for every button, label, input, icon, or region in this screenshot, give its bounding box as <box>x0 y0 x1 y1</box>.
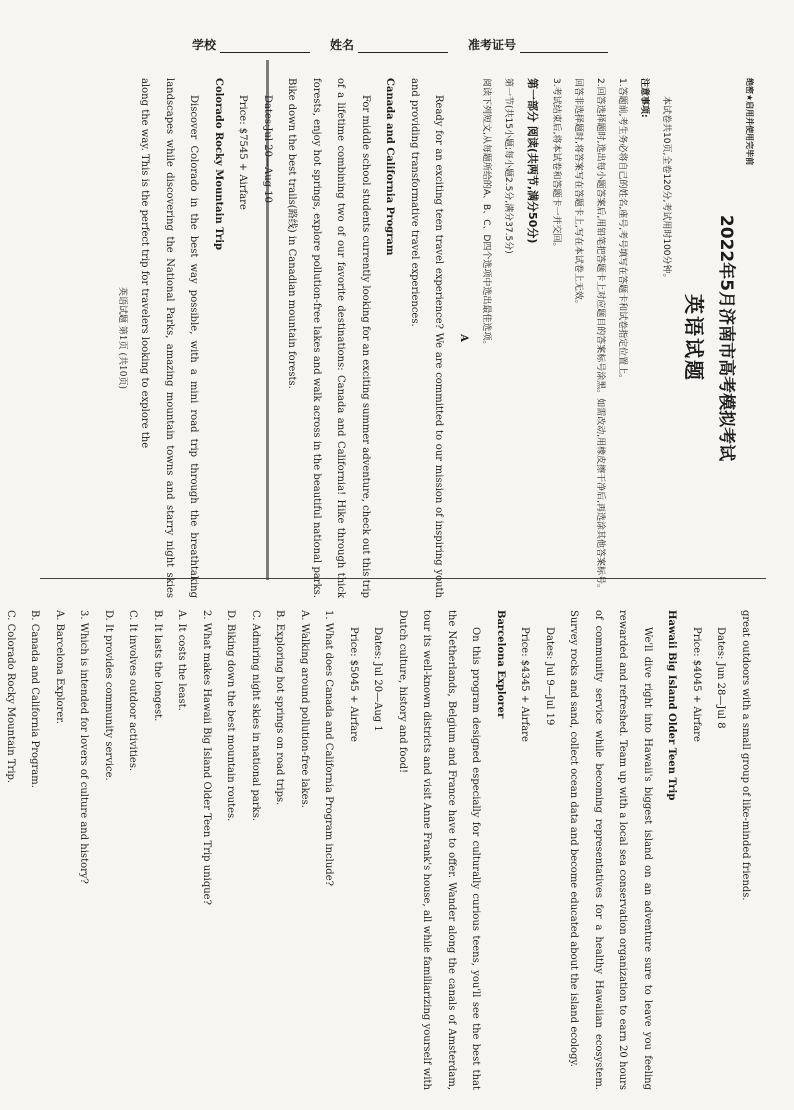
exam-number-field <box>468 36 608 53</box>
part-heading: 第一部分 阅读(共两节,满分50分) <box>526 78 539 244</box>
page-footer: 英语试题 第1页 (共10页) <box>117 287 127 389</box>
program-dates: Dates: Jul 9—Jul 19 <box>544 627 555 726</box>
question-option: B. Canada and California Program. <box>29 610 41 788</box>
question-option: D. Biking down the best mountain routes. <box>225 610 237 822</box>
question-option: C. Admiring night skies in national parks. <box>250 610 261 822</box>
school-label: 学校 <box>192 38 217 52</box>
question-option: B. Exploring hot springs on road trips. <box>274 610 286 806</box>
question-option: A. Walking around pollution-free lakes. <box>299 610 310 808</box>
program-title: Barcelona Explorer <box>495 610 506 719</box>
section-instruction: 阅读下列短文,从每题所给的A、B、C、D四个选项中选出最佳选项。 <box>481 78 491 350</box>
exam-intro: 本试卷共10页,全卷120分,考试用时100分钟。 <box>661 96 671 283</box>
program-price: Price: $4045 + Airfare <box>691 627 702 742</box>
question-option: C. It involves outdoor activities. <box>127 610 139 772</box>
note-item: 1.答题前,考生务必将自己的姓名,座号,考号填写在答题卡和试卷指定位置上。 <box>617 78 627 384</box>
exam-number-blank <box>520 38 608 53</box>
question-option: B. It lasts the longest. <box>152 610 163 722</box>
confidential-label: 绝密★启用并使用完毕前 <box>745 78 754 166</box>
program-description: We'll dive right into Hawaii's biggest island on an adventure sure to leave you feeling rewarded and refreshed. Team up with a local sea conservation organization to earn 20 hours of community service while becoming representatives for a healthy Hawaiian ecosystem. Survey rocks and sand, collect ocean data and become educated about the island ecology. <box>568 610 653 1090</box>
question-stem: 3. Which is intended for lovers of culture and history? <box>78 610 90 884</box>
program-dates: Dates: Jun 28—Jul 8 <box>715 627 727 729</box>
notes-heading: 注意事项: <box>639 78 649 118</box>
program-title: Canada and California Program <box>384 78 396 256</box>
question-stem: 2. What makes Hawaii Big Island Older Teen Trip unique? <box>201 610 212 905</box>
question-option: C. Colorado Rocky Mountain Trip. <box>5 610 16 784</box>
program-title: Colorado Rocky Mountain Trip <box>213 78 224 250</box>
exam-page-2 <box>5 610 757 1090</box>
program-description: For middle school students currently looking for an exciting summer adventure, check out this trip of a lifetime combining two of our favorite destinations: Canada and California! Hike through thick forests, enjoy hot springs, explore pollution-free lakes and walk across in the beautiful national parks. Bike down the best trails(路线) in Canadian mountain forests. <box>286 78 371 598</box>
passage-letter: A <box>458 334 469 342</box>
program-dates: Dates:Jul 20—Aug 10 <box>262 95 273 203</box>
school-blank <box>220 38 310 53</box>
subject-title: 英语试题 <box>682 294 706 382</box>
program-price: Price: $7545 + Airfare <box>237 95 249 210</box>
passage-paragraph: Ready for an exciting teen travel experience? We are committed to our mission of inspiring youth and providing transformative travel experiences. <box>409 78 445 598</box>
program-description: Discover Colorado in the best way possible, with a mini road trip through the breathtaking landscapes while discovering the National Parks, amazing mountain towns and starry night skies along the way. This is the perfect trip for travelers looking to explore the <box>139 78 200 598</box>
name-field <box>330 36 448 53</box>
program-dates: Dates: Jul 20—Aug 1 <box>372 627 384 732</box>
question-option: A. It costs the least. <box>176 610 188 711</box>
program-price: Price: $5045 + Airfare <box>348 627 359 742</box>
passage-continuation: great outdoors with a small group of like-minded friends. <box>740 610 751 901</box>
name-blank <box>358 38 448 53</box>
name-label: 姓名 <box>330 38 355 52</box>
question-option: D. It provides community service. <box>103 610 114 781</box>
exam-number-label: 准考证号 <box>468 38 517 52</box>
note-item: 3.考试结束后,将本试卷和答题卡一并交回。 <box>551 78 561 252</box>
question-option: A. Barcelona Explorer. <box>54 610 65 725</box>
student-info-header <box>150 36 750 56</box>
section-heading: 第一节(共15小题;每小题2.5分,满分37.5分) <box>503 78 513 254</box>
exam-title: 2022年5月济南市高考模拟考试 <box>716 214 736 462</box>
program-title: Hawaii Big Island Older Teen Trip <box>666 610 678 801</box>
school-field <box>192 36 310 53</box>
program-description: On this program designed especially for culturally curious teens, you'll see the best that the Netherlands, Belgium and France have to offer. Wander along the canals of Amsterdam, tour its well-known districts and visit Anne Frank's house, all while familiarizing yourself with Dutch culture, history and food! <box>397 610 482 1090</box>
exam-page-1 <box>30 78 757 598</box>
question-stem: 1. What does Canada and California Program include? <box>323 610 335 886</box>
program-price: Price: $4345 + Airfare <box>519 627 531 742</box>
note-item: 2.回答选择题时,选出每小题答案后,用铅笔把答题卡上对应题目的答案标号涂黑。如需改动,用橡皮擦干净后,再选涂其他答案标号。回答非选择题时,将答案写在答题卡上,写在本试卷上无效。 <box>573 78 605 594</box>
